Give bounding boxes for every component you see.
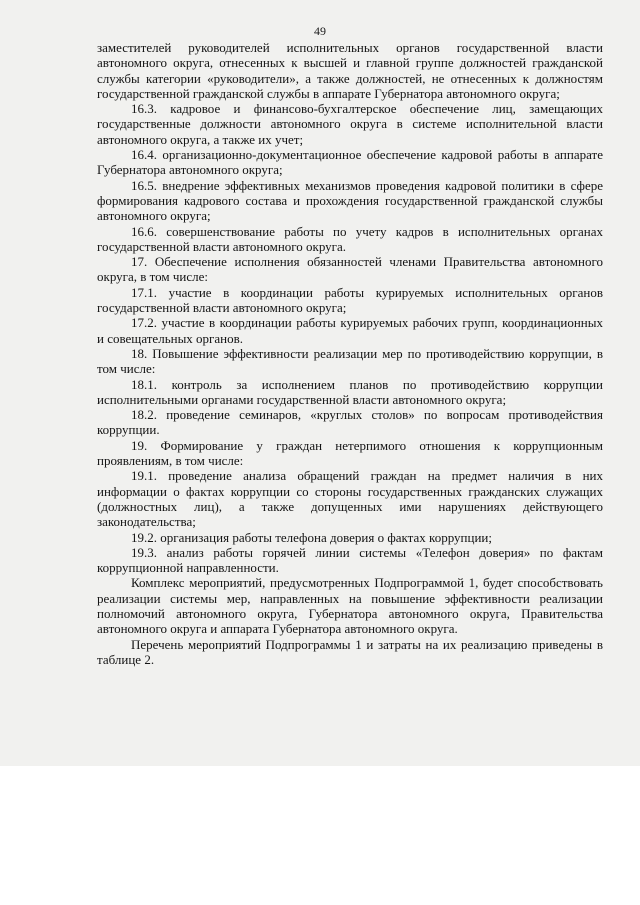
paragraph: 18.2. проведение семинаров, «круглых столов» по вопросам противодействия коррупции. <box>97 407 603 438</box>
paragraph: 19. Формирование у граждан нетерпимого отношения к коррупционным проявлениям, в том числе: <box>97 437 603 469</box>
paragraph: 16.3. кадровое и финансово-бухгалтерское обеспечение лиц, замещающих государственные должности автономного округа в системе исполнительной власти автономного округа, а также их учет; <box>97 101 603 147</box>
paragraph: 19.1. проведение анализа обращений граждан на предмет наличия в них информации о фактах коррупции со стороны государственных гражданских служащих (должностных лиц), а также допущенных ими нарушениях действующего законодательства; <box>97 468 603 530</box>
paragraph: 17.1. участие в координации работы курируемых исполнительных органов государственной власти автономного округа; <box>97 284 603 316</box>
blank-margin <box>0 766 640 905</box>
paragraph: 18. Повышение эффективности реализации мер по противодействию коррупции, в том числе: <box>97 345 603 377</box>
paragraph: 19.2. организация работы телефона доверия о фактах коррупции; <box>131 529 492 545</box>
paragraph: Комплекс мероприятий, предусмотренных Подпрограммой 1, будет способствовать реализации системы мер, направленных на повышение эффективности реализации полномочий автономного округа, Губернатора автономного округа, Правительства автономного округа и аппарата Губернатора автономного округа. <box>97 575 603 637</box>
paragraph: заместителей руководителей исполнительных органов государственной власти автономного округа, отнесенных к высшей и главной группе должностей гражданской службы категории «руководители», а также должностей, не отнесенных к должностям государственной гражданской службы в аппарате Губернатора автономного округа; <box>97 40 603 101</box>
page-number: 49 <box>314 24 326 38</box>
paragraph: Перечень мероприятий Подпрограммы 1 и затраты на их реализацию приведены в таблице 2. <box>97 636 603 667</box>
paragraph: 16.6. совершенствование работы по учету кадров в исполнительных органах государственной власти автономного округа. <box>97 223 603 254</box>
paragraph: 17.2. участие в координации работы курируемых рабочих групп, координационных и совещательных органов. <box>97 315 603 346</box>
paragraph: 19.3. анализ работы горячей линии системы «Телефон доверия» по фактам коррупционной направленности. <box>97 544 603 576</box>
paragraph: 17. Обеспечение исполнения обязанностей членами Правительства автономного округа, в том числе: <box>97 254 603 285</box>
paragraph: 16.4. организационно-документационное обеспечение кадровой работы в аппарате Губернатора автономного округа; <box>97 147 603 178</box>
paragraph: 16.5. внедрение эффективных механизмов проведения кадровой политики в сфере формирования кадрового состава и прохождения государственной гражданской службы автономного округа; <box>97 177 603 224</box>
paragraph: 18.1. контроль за исполнением планов по противодействию коррупции исполнительными органами государственной власти автономного округа; <box>97 376 603 407</box>
document-body <box>97 40 603 667</box>
